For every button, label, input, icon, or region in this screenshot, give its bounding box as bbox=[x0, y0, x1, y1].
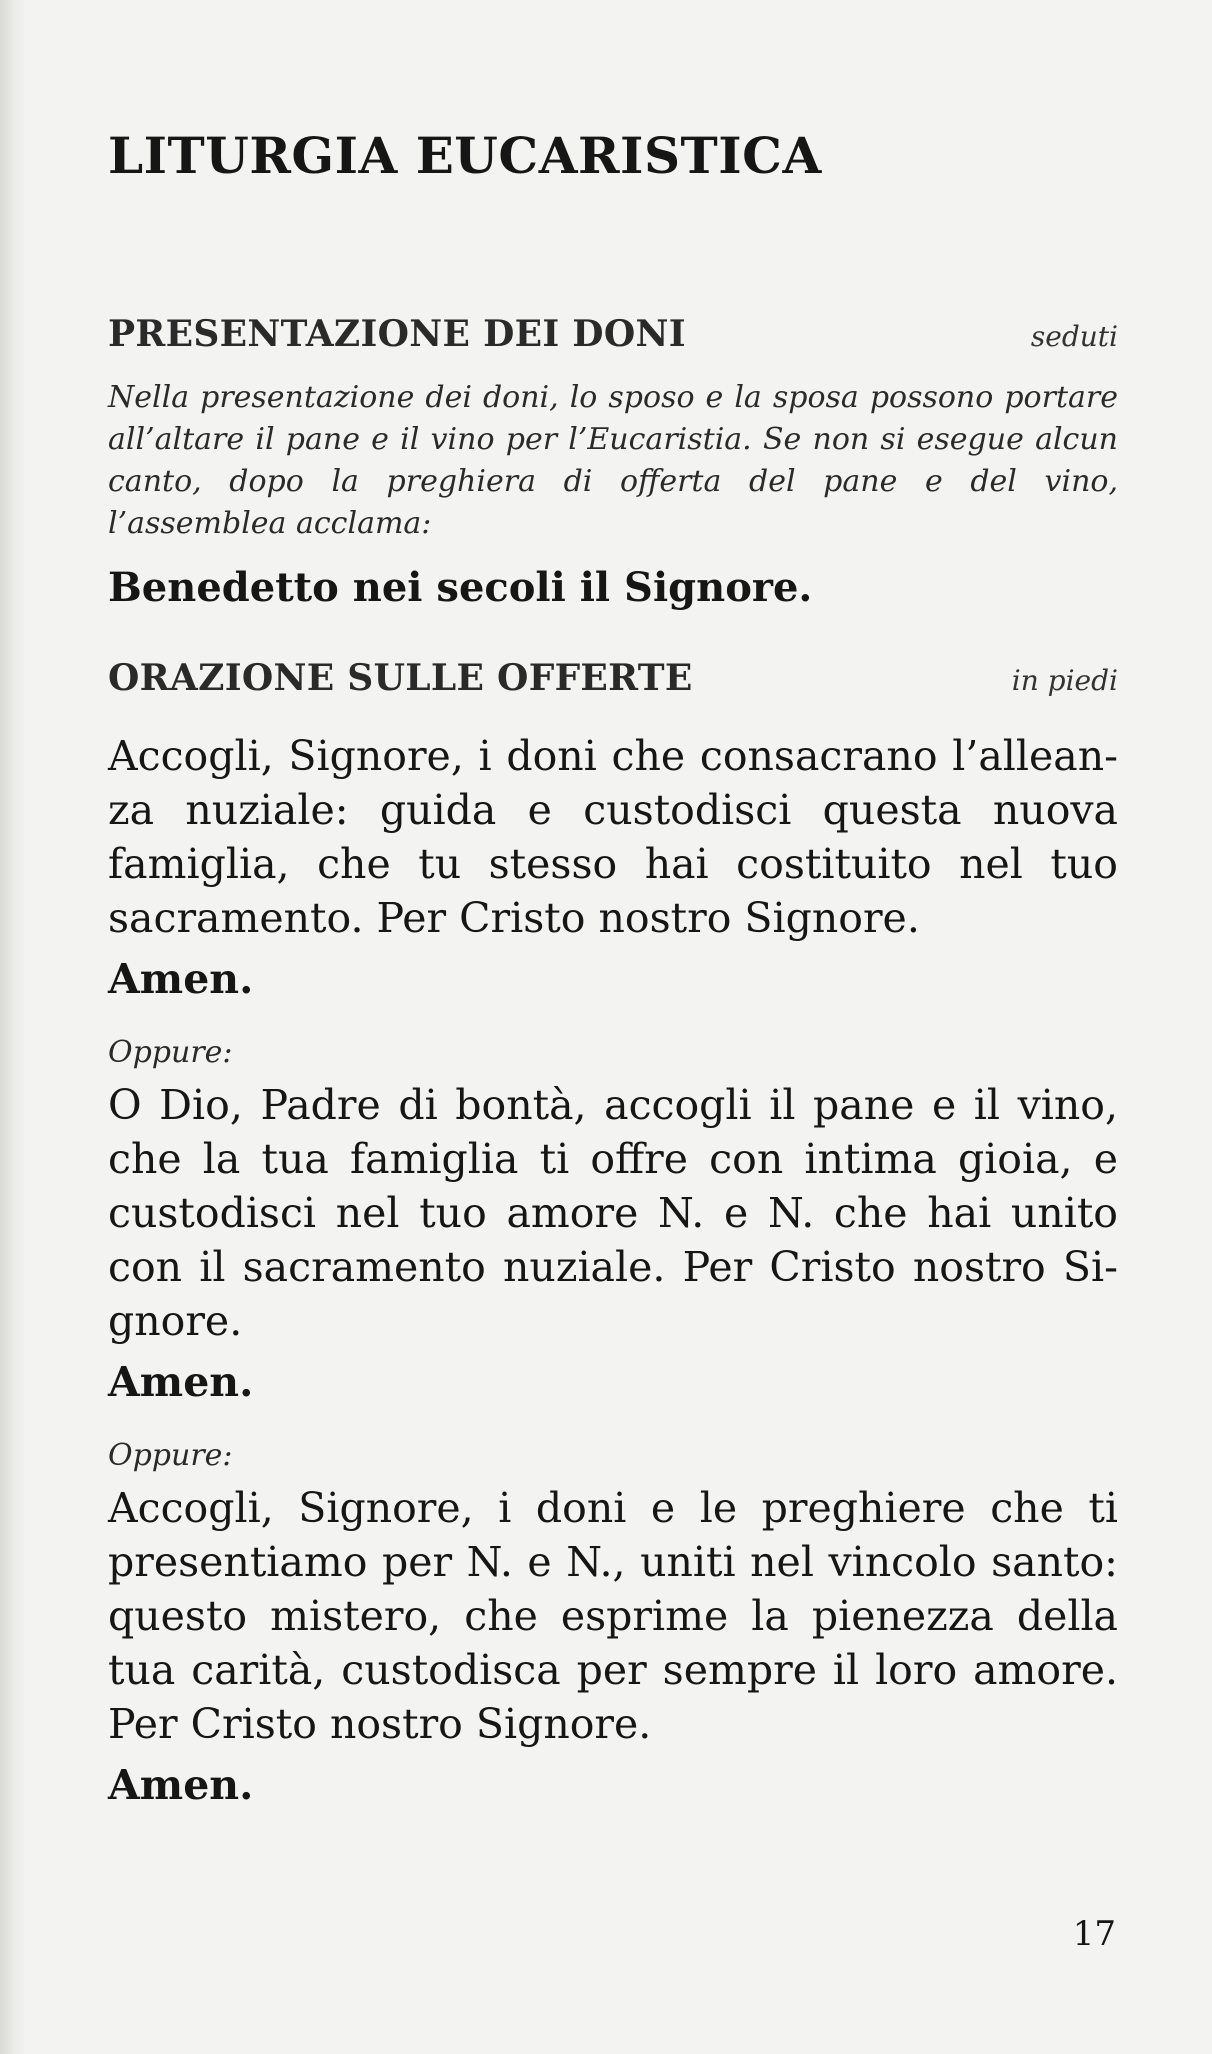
presentazione-header bbox=[108, 313, 1118, 355]
presentazione-title: PRESENTAZIONE DEI DONI bbox=[108, 313, 686, 355]
orazione-title: ORAZIONE SULLE OFFERTE bbox=[108, 657, 693, 699]
prayer-2-response: Amen. bbox=[108, 1358, 254, 1407]
page-number: 17 bbox=[1072, 1914, 1116, 1954]
orazione-header bbox=[108, 657, 1118, 699]
page-title: LITURGIA EUCARISTICA bbox=[108, 126, 822, 185]
prayer-3-intro: Oppure: bbox=[108, 1437, 233, 1473]
prayer-3-text: Accogli, Signore, i doni e le preghiere che ti presentiamo per N. e N., uniti nel vincolo santo: questo mistero, che esprime la pienezza della tua carità, custodisca per sempre il loro amore. Per Cristo nostro Signore. bbox=[108, 1483, 1118, 1749]
prayer-2-intro: Oppure: bbox=[108, 1034, 233, 1070]
prayer-1-text: Accogli, Signore, i doni che consacrano l’alleanza nuziale: guida e custodisci questa nuova famiglia, che tu stesso hai costituito nel tuo sacramento. Per Cristo nostro Signore. bbox=[108, 732, 1118, 943]
page-content bbox=[108, 128, 1118, 1840]
prayer-3-response: Amen. bbox=[108, 1761, 254, 1810]
presentazione-rubric: Nella presentazione dei doni, lo sposo e la sposa possono portare all’altare il pane e il vino per l’Eucaristia. Se non si esegue alcun canto, dopo la preghiera di offerta del pane e del vino, l’assemblea acclama: bbox=[108, 380, 1118, 541]
prayer-2-text: O Dio, Padre di bontà, accogli il pane e il vino, che la tua famiglia ti offre con intima gioia, e custodisci nel tuo amore N. e N. che hai unito con il sacramento nuziale. Per Cristo nostro Signore. bbox=[108, 1080, 1118, 1346]
page-spine-shadow bbox=[0, 0, 26, 2054]
orazione-posture: in piedi bbox=[1011, 664, 1118, 697]
presentazione-posture: seduti bbox=[1030, 320, 1118, 353]
prayer-1-response: Amen. bbox=[108, 955, 254, 1004]
presentazione-acclamation: Benedetto nei secoli il Signore. bbox=[108, 564, 813, 611]
